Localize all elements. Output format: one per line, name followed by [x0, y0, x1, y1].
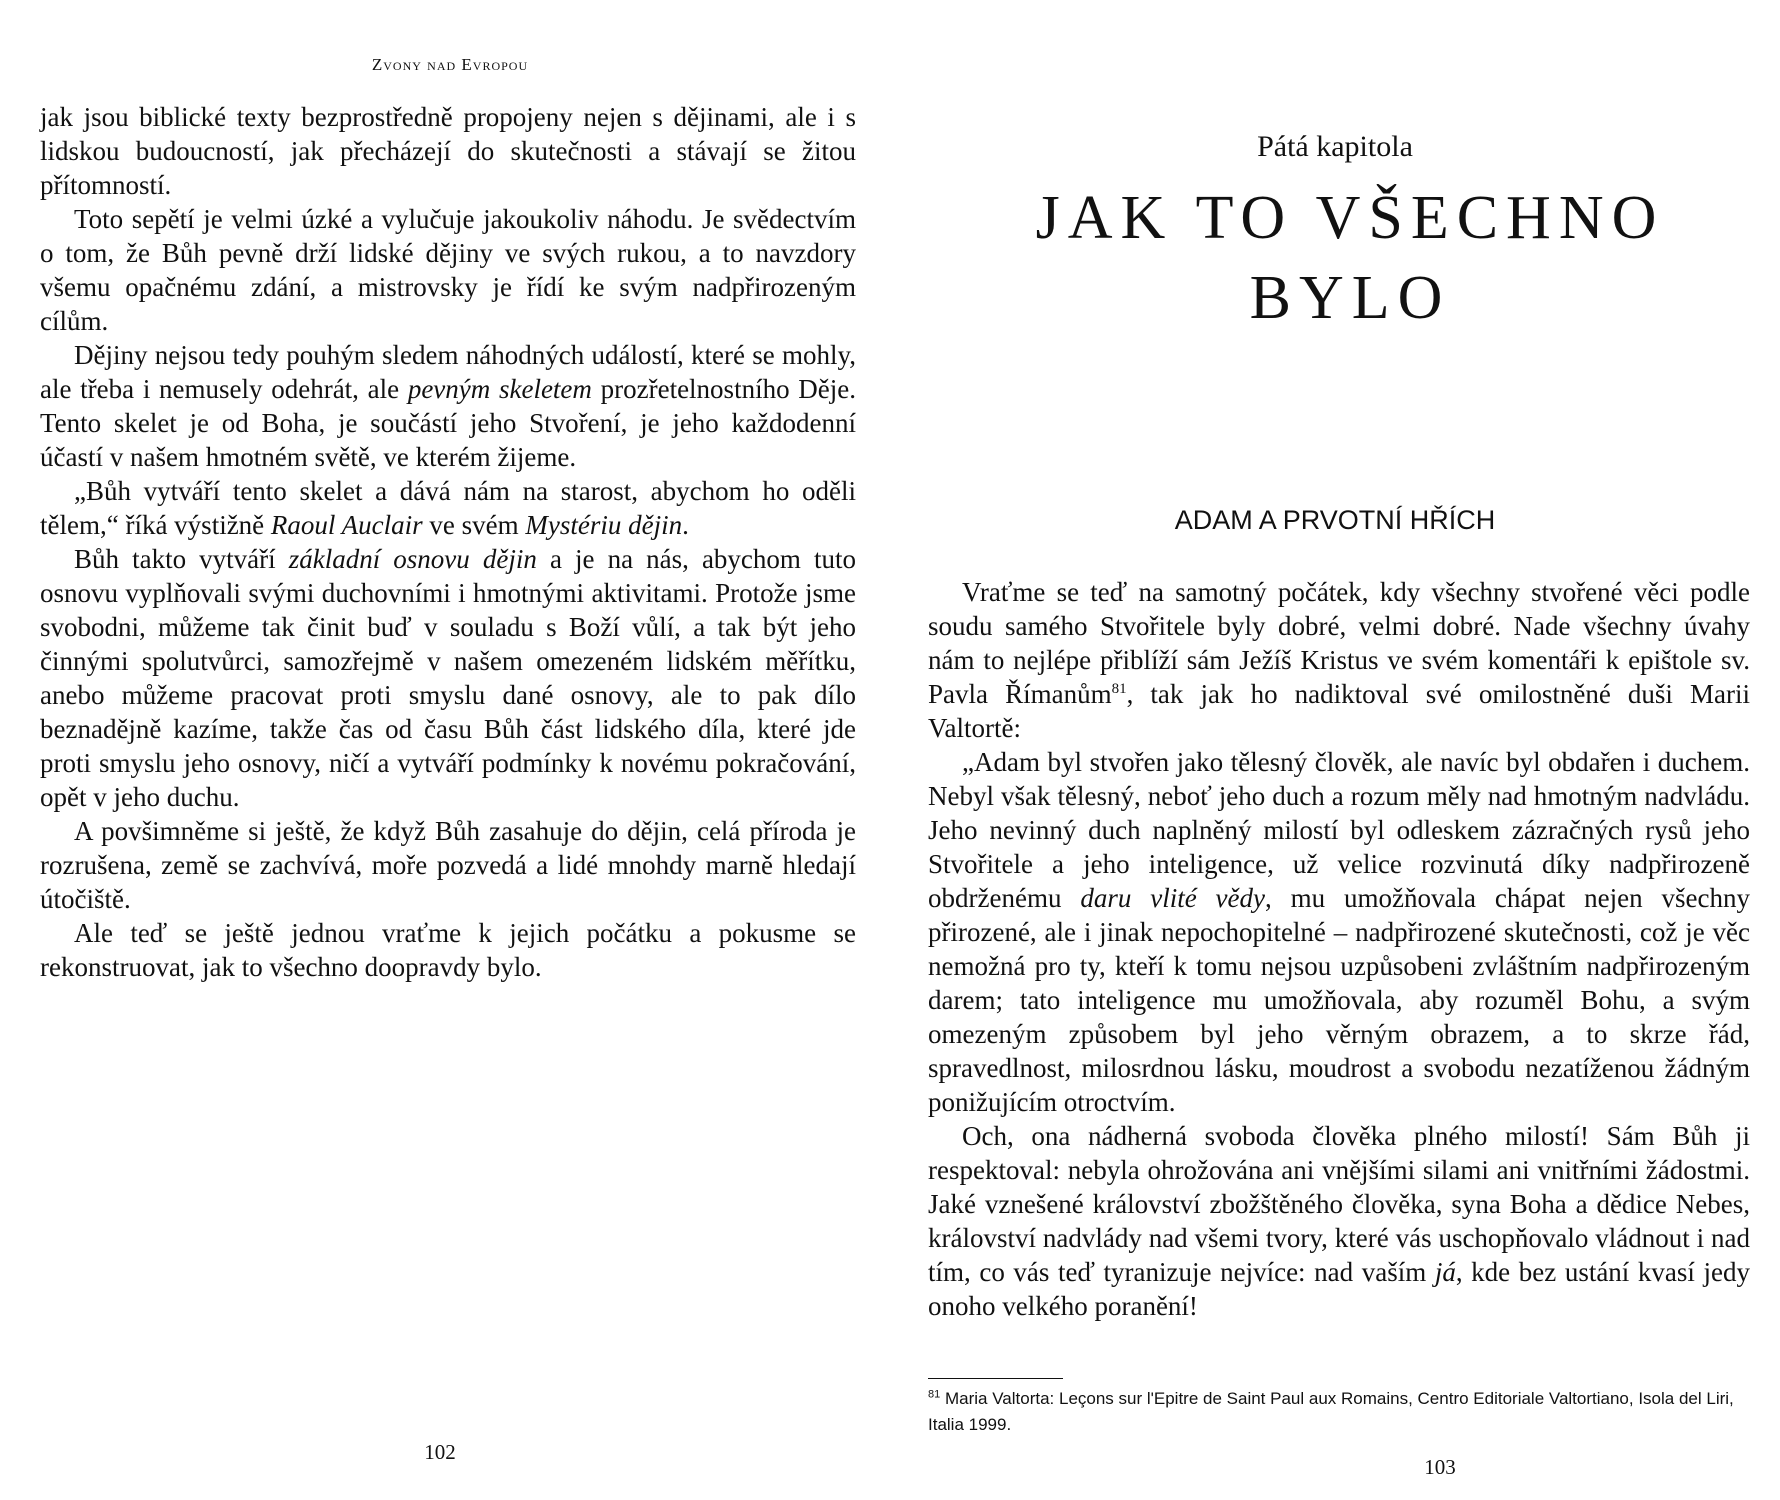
emphasis: základní osnovu dějin: [288, 544, 537, 574]
footnote: [928, 1386, 1758, 1438]
emphasis: Mystériu dějin: [525, 510, 683, 540]
paragraph: Ale teď se ještě jednou vraťme k jejich počátku a pokusme se rekonstruovat, jak to všechno doopravdy bylo.: [40, 918, 856, 982]
right-body-text: [928, 575, 1750, 1323]
paragraph: jak jsou biblické texty bezprostředně propojeny nejen s dějinami, ale i s lidskou budoucností, jak přecházejí do skutečnosti a stávají se žitou přítomností.: [40, 102, 856, 200]
paragraph: Dějiny nejsou tedy pouhým sledem náhodných událostí, které se mohly, ale třeba i nemusely odehrát, ale pevným skeletem prozřetelnostního Děje. Tento skelet je od Boha, je součástí jeho Stvoření, je jeho každodenní účastí v našem hmotném světě, ve kterém žijeme.: [40, 340, 856, 472]
left-body-text: [40, 100, 856, 984]
chapter-title: JAK TO VŠECHNO BYLO: [1035, 184, 1665, 332]
paragraph: Toto sepětí je velmi úzké a vylučuje jakoukoliv náhodu. Je svědectvím o tom, že Bůh pevně drží lidské dějiny ve svých rukou, a to navzdory všemu opačnému zdání, a mistrovsky je řídí ke svým nadpřirozeným cílům.: [40, 204, 856, 336]
footnote-rule: [928, 1378, 1063, 1379]
emphasis: já: [1434, 1257, 1456, 1287]
paragraph: A povšimněme si ještě, že když Bůh zasahuje do dějin, celá příroda je rozrušena, země se zachvívá, moře pozvedá a lidé mnohdy marně hledají útočiště.: [40, 816, 856, 914]
paragraph: Och, ona nádherná svoboda člověka plného milostí! Sám Bůh ji respektoval: nebyla ohrožována ani vnějšími silami ani vnitřními žádostmi. Jaké vznešené království zbožštěného člověka, syna Boha a dědice Nebes, království nadvlády nad všemi tvory, které vás uschopňovalo vládnout i nad tím, co vás teď tyranizuje nejvíce: nad vaším já, kde bez ustání kvasí jedy onoho velkého poranění!: [928, 1121, 1750, 1321]
running-head: Zvony nad Evropou: [371, 55, 529, 74]
emphasis: Raoul Auclair: [270, 510, 423, 540]
paragraph: „Adam byl stvořen jako tělesný člověk, ale navíc byl obdařen i duchem. Nebyl však tělesný, neboť jeho duch a rozum měly nad hmotným nadvládu. Jeho nevinný duch naplněný milostí byl odleskem zázračných rysů jeho Stvořitele a jeho inteligence, už velice rozvinutá díky nadpřirozeně obdrženému daru vlité vědy, mu umožňovala chápat nejen všechny přirozené, ale i jinak nepochopitelné – nadpřirozené skutečnosti, což je věc nemožná pro ty, kteří k tomu nejsou uzpůsobeni zvláštním nadpřirozeným darem; tato inteligence mu umožňovala, aby rozuměl Bohu, a svým omezeným způsobem byl jeho věrným obrazem, a to skrze řád, spravedlnost, milosrdnou lásku, moudrost a svobodu nezatíženou žádným ponižujícím otroctvím.: [928, 747, 1750, 1117]
page-number: 103: [1424, 1455, 1456, 1479]
footnote-reference: 81: [1111, 681, 1127, 697]
emphasis: pevným skeletem: [407, 374, 592, 404]
page-number: 102: [424, 1440, 456, 1464]
emphasis: daru vlité vědy: [1080, 883, 1266, 913]
paragraph: Bůh takto vytváří základní osnovu dějin a je na nás, abychom tuto osnovu vyplňovali svými duchovními i hmotnými aktivitami. Protože jsme svobodni, můžeme tak činit buď v souladu s Boží vůlí, a tak být jeho činnými spolutvůrci, samozřejmě v našem omezeném lidském měřítku, anebo můžeme pracovat proti smyslu dané osnovy, ale to pak dílo beznadějně kazíme, takže čas od času Bůh část lidského díla, které jde proti smyslu jeho osnovy, ničí a vytváří podmínky k novému pokračování, opět v jeho duchu.: [40, 544, 856, 812]
chapter-label: Pátá kapitola: [1257, 130, 1413, 163]
footnote-text: Maria Valtorta: Leçons sur l'Epitre de Saint Paul aux Romains, Centro Editoriale Valtortiano, Isola del Liri, Italia 1999.: [928, 1389, 1734, 1434]
paragraph: Vraťme se teď na samotný počátek, kdy všechny stvořené věci podle soudu samého Stvořitele byly dobré, velmi dobré. Nade všechny úvahy nám to nejlépe přiblíží sám Ježíš Kristus ve svém komentáři k epištole sv. Pavla Římanům$^{81}$, tak jak ho nadiktoval své omilostněné duši Marii Valtortě:: [928, 577, 1750, 743]
paragraph: „Bůh vytváří tento skelet a dává nám na starost, abychom ho oděli tělem,“ říká výstižně Raoul Auclair ve svém Mystériu dějin.: [40, 476, 856, 540]
section-title: ADAM A PRVOTNÍ HŘÍCH: [1174, 505, 1496, 535]
right-page: [890, 0, 1780, 1500]
footnote-marker: 81: [928, 1388, 941, 1401]
